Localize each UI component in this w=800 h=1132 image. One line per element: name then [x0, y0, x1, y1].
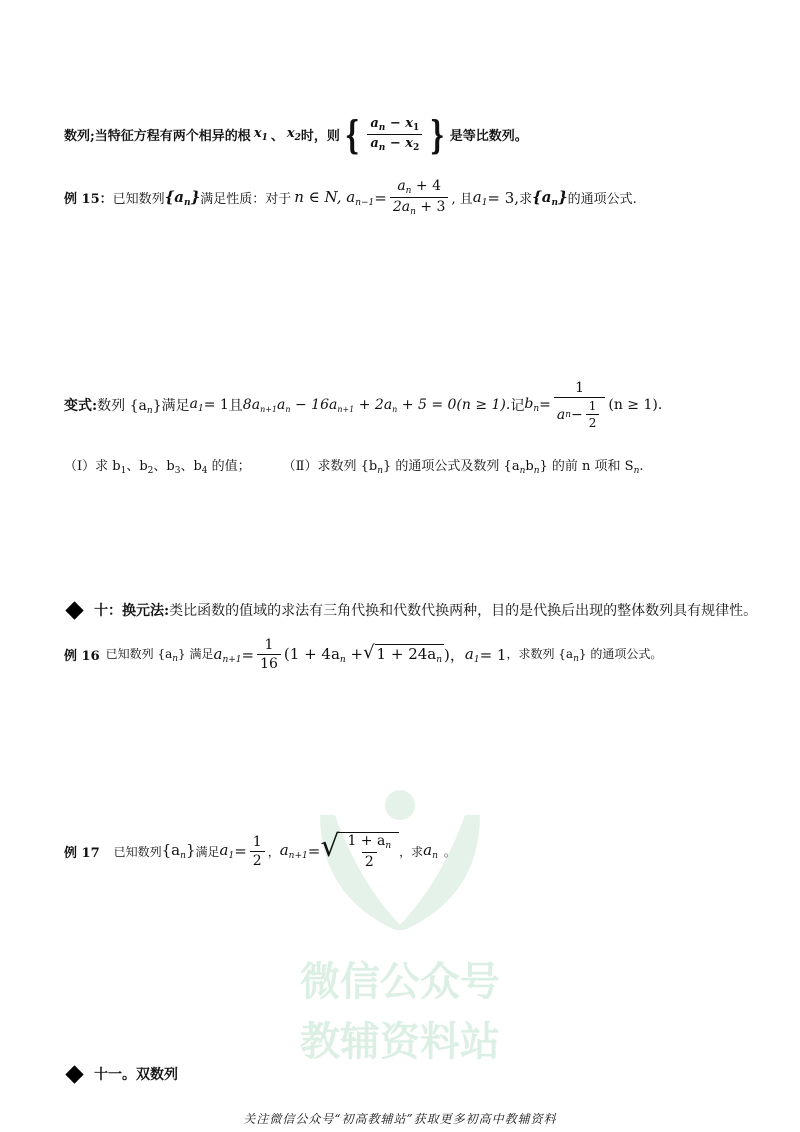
ex17-seq-e: } — [185, 841, 196, 859]
variant-cond1: a — [189, 396, 198, 412]
ex16-a1: a — [464, 644, 474, 663]
ex15-seq2-sub: n — [551, 197, 559, 208]
ex17-an1s: n+1 — [288, 851, 308, 861]
variant-cond2-sub4: n — [392, 404, 398, 414]
ex15-seq: {a — [164, 187, 185, 206]
diamond-bullet-icon — [65, 1065, 83, 1083]
q2-t3: } 的前 n 项和 S — [539, 459, 634, 474]
ex17-rden: 2 — [362, 852, 377, 870]
q1-end: 的值； — [207, 459, 251, 474]
den-rest-sub: 2 — [413, 143, 420, 153]
variant-t1-end: } — [152, 397, 162, 414]
ex15-num-rest: + 4 — [411, 178, 442, 194]
diamond-bullet-icon — [65, 601, 83, 619]
ex16-a1s: 1 — [473, 654, 480, 665]
ex17-a1: a — [219, 841, 229, 859]
ex16-t2: ，求数列 {a — [506, 647, 574, 661]
footer-note: 关注微信公众号“初高教辅站”获取更多初高中教辅资料 — [243, 1112, 557, 1126]
q2-t: } 的通项公式及数列 {a — [383, 459, 520, 474]
variant-t1-sub: n — [146, 405, 153, 416]
ex16-plus: + — [345, 644, 364, 663]
ex16-close: )， — [444, 646, 465, 664]
section-10-heading — [64, 600, 757, 620]
ex15-fraction — [390, 178, 449, 217]
variant-cond2-mid: a — [277, 396, 286, 413]
ex16-parens: n — [339, 654, 346, 665]
ex16-label: 例 16 — [64, 649, 100, 664]
ex15-den-sub: n — [410, 207, 416, 217]
variant-den-a: a — [556, 406, 566, 423]
ex17-two: 2 — [250, 851, 265, 869]
variant-bn: b — [524, 396, 534, 412]
line1-text-b: 时，则 — [300, 129, 340, 144]
variant-den-minus: − — [571, 406, 583, 423]
ex17-comma: ， — [267, 844, 280, 859]
ex15-seq2-end: } — [558, 187, 568, 206]
line1-text-a: 数列;当特征方程有两个相异的根 — [64, 129, 251, 144]
ex16-a1v: = 1 — [479, 645, 507, 664]
ex16-one: 1 — [264, 637, 274, 653]
ex15-a1: a — [472, 187, 482, 206]
ex16-t1s: n — [172, 654, 179, 664]
ex17-eq: = — [234, 842, 247, 860]
watermark-line2: 教辅资料站 — [300, 1019, 500, 1065]
ex17-t1: 已知数列 — [113, 844, 162, 859]
ex17-an1: a — [279, 841, 289, 859]
q2-s2: n — [519, 466, 526, 476]
x2-symbol: x — [286, 126, 295, 141]
ex17-label: 例 17 — [64, 845, 100, 861]
variant-cond3: (n ≥ 1). — [608, 397, 663, 413]
ex17-a1s: 1 — [228, 851, 235, 861]
variant-half-den: 2 — [586, 414, 600, 430]
watermark-line1: 微信公众号 — [300, 959, 500, 1005]
x2-sub: 2 — [294, 133, 301, 143]
variant-cond2-mid3: + 2a — [354, 396, 393, 413]
line1-sep: 、 — [270, 129, 284, 144]
ratio-fraction — [367, 116, 422, 153]
ex16-rads: n — [436, 655, 443, 665]
ex15-den-rest: + 3 — [415, 199, 446, 215]
variant-cond2-sub2: n — [285, 404, 291, 414]
variant-eq: = — [539, 397, 551, 413]
variant-cond1-rest: = 1 — [203, 397, 229, 413]
q1-s1: 1 — [120, 466, 127, 476]
q1-s4: 4 — [201, 466, 208, 476]
section-11-heading — [64, 1064, 178, 1084]
variant-cond2-end: + 5 = 0(n ≥ 1). — [397, 396, 511, 413]
q1-c2: 、b — [153, 459, 175, 474]
num-rest-sub: 1 — [413, 123, 420, 133]
q1-c3: 、b — [180, 459, 202, 474]
variant-cond2: 8a — [242, 396, 261, 413]
variant-half — [586, 399, 600, 430]
variant-q2 — [283, 455, 644, 476]
q2-end: . — [639, 459, 644, 474]
variant-t3: 且 — [228, 398, 243, 414]
ex17-one: 1 — [252, 833, 262, 850]
num-a: a — [370, 116, 379, 131]
variant-q1 — [64, 455, 251, 476]
variant-problem — [64, 380, 662, 430]
q1-c1: 、b — [126, 459, 148, 474]
ex15-label: 例 15 — [64, 192, 100, 207]
ex17-an: a — [423, 841, 433, 859]
ex15-cond: n ∈ N, a — [294, 187, 356, 206]
den-a-sub: n — [378, 143, 386, 153]
example-17 — [64, 829, 456, 870]
ex15-eq: = — [374, 188, 387, 207]
variant-cond2-mid2: − 16a — [290, 396, 338, 413]
q1-s3: 3 — [174, 466, 181, 476]
variant-t4: 记 — [510, 398, 525, 414]
line1-text-c: 是等比数列。 — [449, 129, 528, 144]
ex17-seq: {a — [161, 841, 181, 859]
ex15-text-4: 求 — [519, 192, 533, 207]
ex15-seq2: {a — [532, 187, 552, 206]
den-rest: − x — [385, 136, 414, 151]
q2-s3: n — [533, 466, 540, 476]
ex16-t2e: } 的通项公式。 — [578, 647, 663, 661]
q2-s: n — [377, 466, 384, 476]
q2-s4: n — [633, 466, 640, 476]
section-10-title: 十：换元法: — [94, 603, 170, 619]
num-rest: − x — [385, 116, 414, 131]
ex16-t1e: } 满足 — [178, 647, 214, 661]
ex15-seq-sub: n — [184, 197, 191, 208]
ex16-sixteen: 16 — [257, 654, 281, 672]
ex15-cond-sub: n−1 — [355, 197, 375, 208]
variant-cond2-sub1: n+1 — [260, 404, 278, 414]
x1-sub: 1 — [261, 133, 268, 143]
ex17-eq2: = — [307, 842, 321, 860]
ex16-sqrt — [363, 644, 444, 665]
ex17-rnums: n — [385, 841, 392, 851]
example-16 — [64, 637, 662, 672]
q2-text: （Ⅱ）求数列 {b — [282, 459, 378, 474]
right-brace: } — [430, 112, 445, 157]
ex15-text-2: 满足性质：对于 — [200, 192, 292, 207]
ex15-text-1: 已知数列 — [112, 192, 165, 207]
variant-one: 1 — [575, 380, 585, 396]
ex17-half — [250, 834, 265, 869]
ex15-text-3: , 且 — [451, 192, 473, 207]
variant-t2: 满足 — [161, 398, 190, 414]
ex16-an1: a — [213, 644, 223, 663]
ex15-num-sub: n — [405, 186, 412, 196]
left-brace: { — [344, 112, 360, 157]
ex17-seq-s: n — [180, 851, 186, 861]
ex16-radical-icon: √ — [363, 642, 375, 663]
ex17-t3: ，求 — [399, 844, 424, 859]
ex15-a1-sub: 1 — [481, 197, 488, 208]
den-a: a — [370, 136, 379, 151]
ex16-eq: = — [241, 645, 255, 664]
ex17-t4: 。 — [443, 844, 456, 859]
ex15-a1-val: = 3, — [487, 188, 520, 207]
ex16-t1: 已知数列 {a — [105, 647, 173, 661]
example-15 — [64, 178, 637, 217]
ex16-fraction — [257, 637, 281, 672]
variant-half-num: 1 — [588, 399, 597, 413]
variant-t1: 数列 {a — [97, 397, 147, 414]
ex17-sqrt — [320, 829, 399, 870]
q1-text: （Ⅰ）求 b — [64, 459, 121, 474]
section-10-desc: 类比函数的值域的求法有三角代换和代数代换两种，目的是代换后出现的整体数列具有规律性。 — [169, 603, 758, 619]
variant-questions — [64, 455, 644, 476]
x1-symbol: x — [253, 126, 262, 141]
variant-fraction — [554, 380, 606, 430]
ex15-seq-end: } — [190, 187, 201, 206]
ex15-colon: ： — [99, 192, 113, 207]
ex15-num: a — [397, 178, 406, 194]
num-a-sub: n — [378, 123, 386, 133]
q2-t2: b — [525, 459, 534, 474]
ex16-an1s: n+1 — [222, 654, 242, 665]
variant-bn-sub: n — [533, 404, 540, 414]
ex16-t2s: n — [573, 654, 579, 664]
variant-cond2-sub3: n+1 — [337, 404, 355, 414]
ex15-den: 2a — [392, 199, 411, 215]
ex15-text-5: 的通项公式. — [567, 192, 637, 207]
ex17-ans: n — [432, 851, 438, 861]
ex17-radical-icon: √ — [320, 829, 340, 864]
variant-den-a-sub: n — [565, 409, 571, 420]
formula-line-geometric — [64, 112, 528, 157]
variant-label: 变式: — [64, 398, 98, 414]
ex17-t2: 满足 — [195, 844, 220, 859]
q1-s2: 2 — [147, 466, 154, 476]
ex16-paren: (1 + 4a — [283, 644, 340, 663]
variant-cond1-sub: 1 — [197, 404, 204, 414]
section-11-title: 十一。双数列 — [94, 1067, 178, 1083]
ex17-rnum: 1 + a — [347, 833, 386, 849]
ex16-rad: 1 + 24a — [376, 645, 437, 663]
